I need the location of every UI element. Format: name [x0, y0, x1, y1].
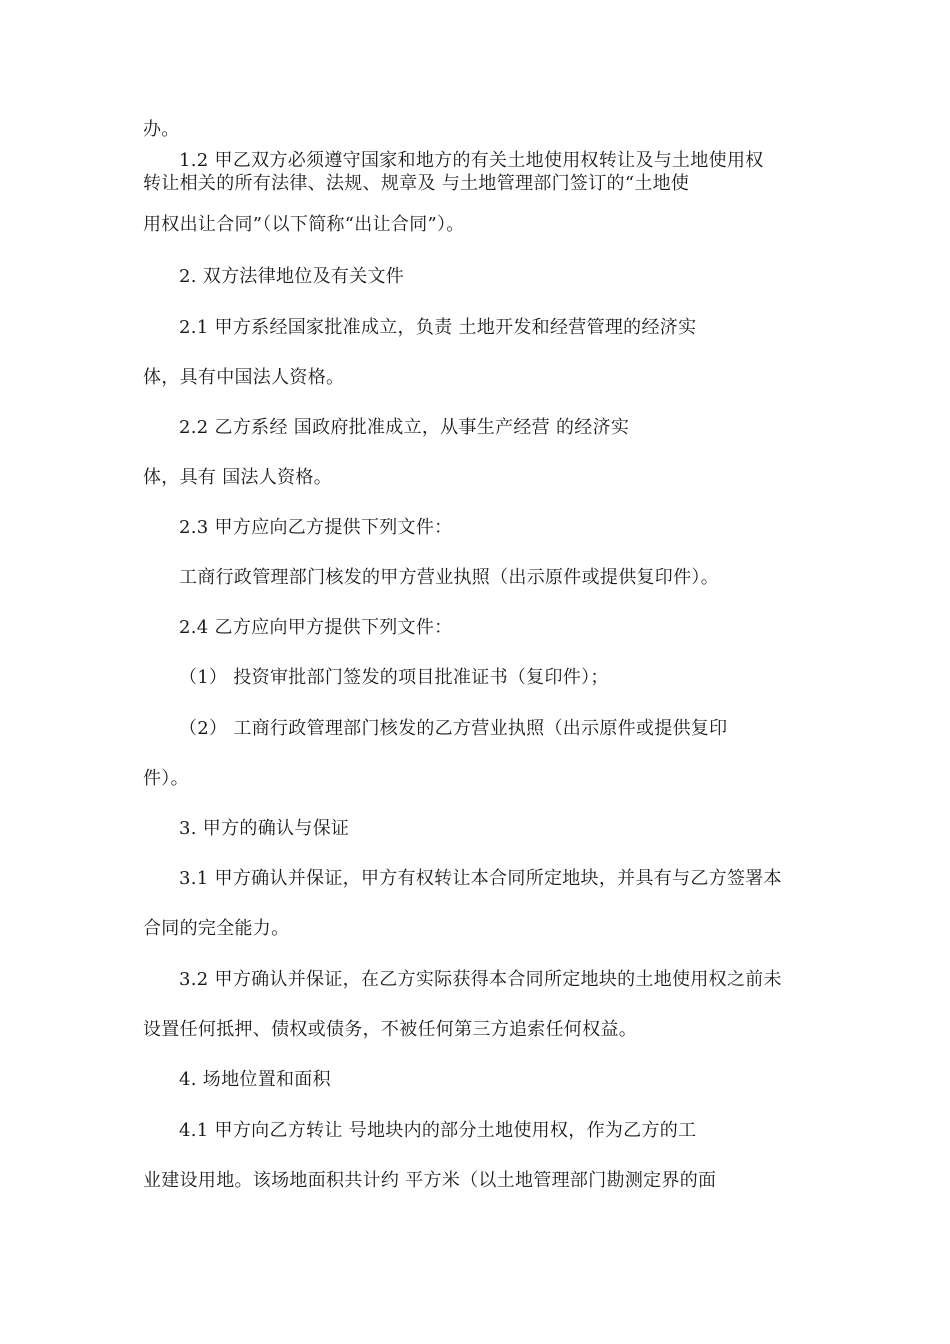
text-line: 转让相关的所有法律、法规、规章及 与土地管理部门签订的“土地使 [143, 173, 690, 194]
text-line: 2.3 甲方应向乙方提供下列文件： [179, 517, 453, 538]
text-line: 1.2 甲乙双方必须遵守国家和地方的有关土地使用权转让及与土地使用权 [179, 150, 764, 171]
text-line: 体，具有中国法人资格。 [143, 367, 345, 388]
text-line: 2.1 甲方系经国家批准成立，负责 土地开发和经营管理的经济实 [179, 317, 697, 338]
text-line: 2.4 乙方应向甲方提供下列文件： [179, 617, 453, 638]
list-item: （1） 投资审批部门签发的项目批准证书（复印件）； [179, 667, 609, 688]
text-line: 3.1 甲方确认并保证，甲方有权转让本合同所定地块，并具有与乙方签署本 [179, 868, 782, 889]
text-line: 体，具有 国法人资格。 [143, 467, 333, 488]
text-line: 2.2 乙方系经 国政府批准成立，从事生产经营 的经济实 [179, 417, 630, 438]
text-line: 业建设用地。该场地面积共计约 平方米（以土地管理部门勘测定界的面 [143, 1170, 717, 1191]
text-line: 3.2 甲方确认并保证，在乙方实际获得本合同所定地块的土地使用权之前未 [179, 969, 782, 990]
text-line: 4.1 甲方向乙方转让 号地块内的部分土地使用权，作为乙方的工 [179, 1120, 697, 1141]
text-line: 办。 [143, 119, 180, 140]
text-line: 合同的完全能力。 [143, 918, 290, 939]
section-heading: 4. 场地位置和面积 [179, 1069, 331, 1090]
text-line: 件）。 [143, 768, 189, 789]
section-heading: 3. 甲方的确认与保证 [179, 818, 350, 839]
text-line: 用权出让合同”（以下简称“出让合同”）。 [143, 214, 465, 235]
list-item: （2） 工商行政管理部门核发的乙方营业执照（出示原件或提供复印 [179, 718, 728, 739]
text-line: 设置任何抵押、债权或债务，不被任何第三方追索任何权益。 [143, 1019, 638, 1040]
text-line: 工商行政管理部门核发的甲方营业执照（出示原件或提供复印件）。 [179, 567, 719, 588]
section-heading: 2. 双方法律地位及有关文件 [179, 266, 405, 287]
